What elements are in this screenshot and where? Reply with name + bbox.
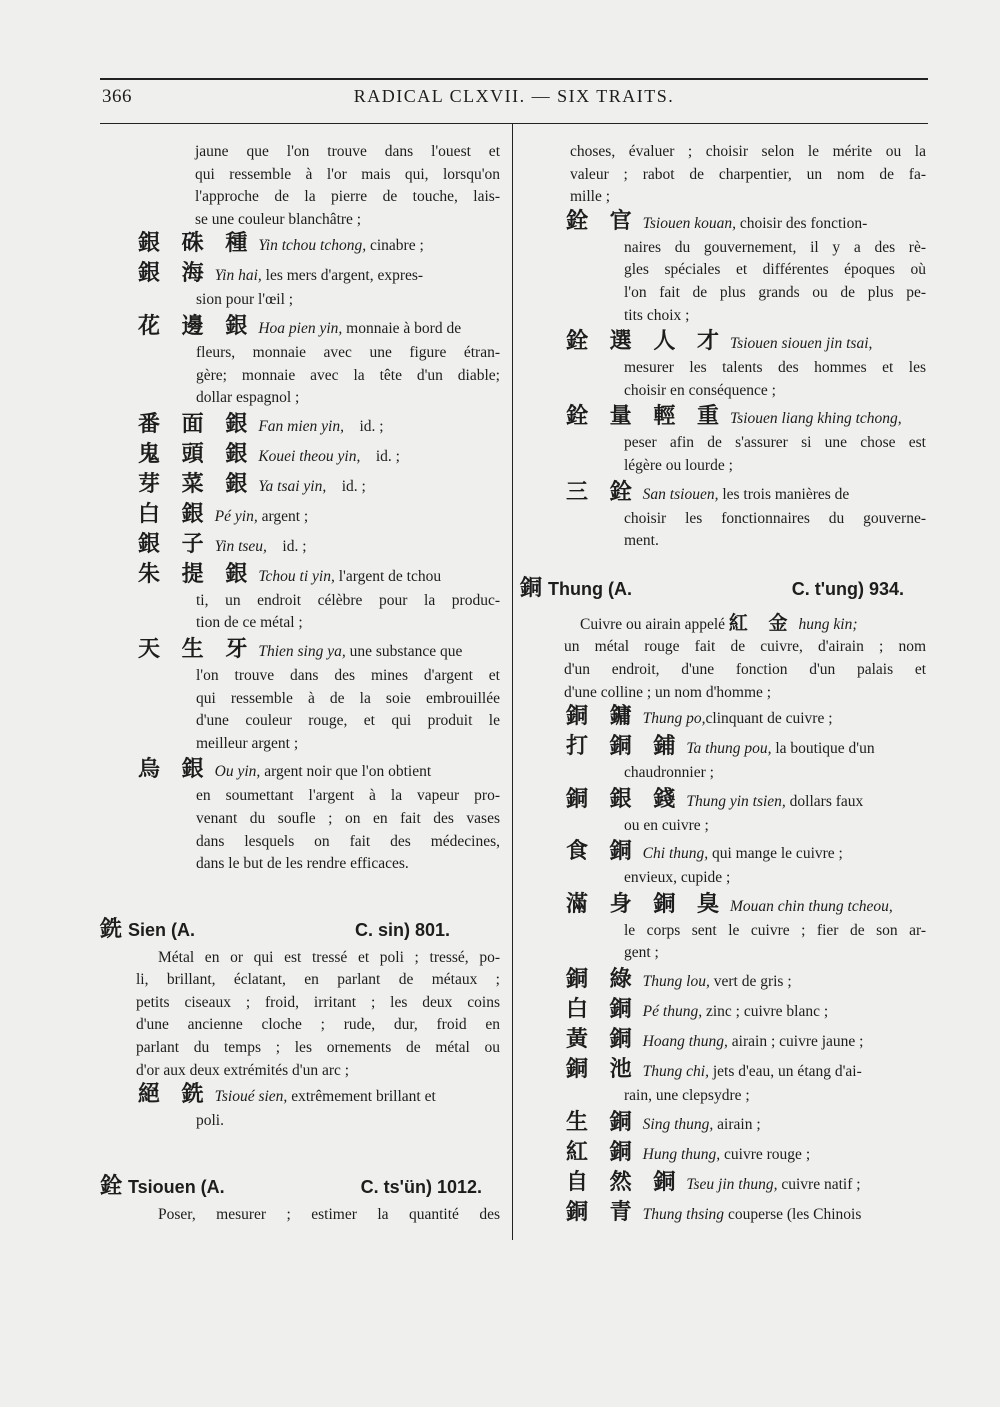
compound-entry (566, 1057, 926, 1110)
compound-characters: 滿 身 銅 臭 (566, 891, 726, 917)
header-top-rule (100, 78, 928, 80)
header-bottom-rule (100, 123, 928, 124)
definition-text: id. ; (344, 417, 384, 435)
compound-characters: 銅 池 (566, 1057, 639, 1083)
romanization: Ou yin, (214, 763, 261, 781)
compound-headline (138, 562, 500, 590)
compound-entry (566, 329, 926, 404)
text-line: dans lesquels on fait des médecines, (196, 832, 500, 850)
text-line: gent ; (624, 944, 659, 962)
compound-characters: 銅 綠 (566, 967, 639, 993)
compound-headline (566, 404, 926, 432)
compound-entry (138, 442, 500, 472)
compound-headline (138, 532, 500, 560)
compound-headline (138, 502, 500, 530)
text-line: choses, évaluer ; choisir selon le mérite ou la (570, 143, 926, 160)
entry-heading (520, 571, 926, 602)
text-line: un métal rouge fait de cuivre, d'airain ; nom (564, 638, 926, 656)
compound-entry (138, 532, 500, 562)
text-line: venant du soufle ; on en fait des vases (196, 809, 500, 827)
text-line: qui ressemble à de la soie embrouillée (196, 689, 500, 707)
compound-entry (566, 1110, 926, 1140)
compound-characters: 銀 海 (138, 261, 211, 287)
definition (158, 1204, 500, 1227)
running-title: RADICAL CLXVII. — SIX TRAITS. (353, 86, 675, 106)
compound-list (566, 704, 926, 1230)
compound-characters: 銓 選 人 才 (566, 329, 726, 355)
compound-characters: 芽 菜 銀 (138, 471, 255, 497)
romanization: Thung lou, (642, 973, 710, 991)
definition-text: clinquant de cuivre ; (705, 710, 833, 728)
definition-text: extrêmement brillant et (287, 1088, 436, 1106)
text-line: se une couleur blanchâtre ; (195, 210, 362, 228)
romanization: hung kin; (798, 615, 858, 633)
definition-text: airain ; (713, 1115, 761, 1133)
compound-headline (566, 787, 926, 815)
definition-text: une substance que (345, 642, 463, 660)
romanization: Thung chi, (642, 1063, 709, 1081)
romanization: Pé thung, (642, 1003, 703, 1021)
text-line: jaune que l'on trouve dans l'ouest et (195, 143, 500, 160)
definition-text: l'argent de tchou (334, 567, 442, 585)
compound-characters: 銀 子 (138, 531, 211, 557)
head-character: 銅 (520, 575, 543, 601)
text-line: l'on fait de plus grands ou de plus pe- (624, 283, 926, 301)
romanization: Ta thung pou, (686, 740, 772, 758)
compound-characters: 烏 銀 (138, 757, 211, 783)
text-line: Poser, mesurer ; estimer la quantité des (158, 1205, 500, 1223)
entry-heading (100, 912, 500, 943)
text-line (564, 612, 926, 637)
text-line: d'une ancienne cloche ; rude, dur, froid en (136, 1016, 500, 1034)
romanization: Hoa pien yin, (258, 319, 343, 337)
compound-headline (566, 1110, 926, 1138)
definition-text: id. ; (326, 477, 366, 495)
compound-characters: 銅 鏞 (566, 704, 639, 730)
compound-headline (138, 314, 500, 342)
romanization: Thung thsing (642, 1205, 725, 1223)
compound-characters: 自 然 銅 (566, 1169, 683, 1195)
definition-text: Cuivre ou airain appelé (580, 615, 729, 633)
romanization: Chi thung, (642, 845, 709, 863)
definition (136, 947, 500, 1083)
definition-text: couperse (les Chinois (724, 1205, 862, 1223)
head-character: 銓 (100, 1173, 123, 1199)
compound-entry (566, 734, 926, 787)
romanization: Thung po, (642, 710, 706, 728)
compound-characters: 黃 銅 (566, 1027, 639, 1053)
compound-entry (566, 404, 926, 479)
romanization: Tsiouen liang khing tchong, (729, 410, 902, 428)
compound-headline (566, 892, 926, 920)
definition-text: les mers d'argent, expres- (261, 267, 424, 285)
definition-text: choisir des fonction- (735, 214, 868, 232)
text-line: d'un endroit, d'une fonction d'un palais et (564, 660, 926, 678)
compound-characters: 紅 銅 (566, 1139, 639, 1165)
entry-heading (100, 1169, 500, 1200)
text-line: valeur ; rabot de charpentier, un nom de fa- (570, 165, 926, 183)
text-line: chaudronnier ; (624, 764, 714, 782)
compound-entry (566, 787, 926, 840)
compound-entry (566, 892, 926, 967)
compound-list (138, 231, 500, 877)
compound-characters: 食 銅 (566, 839, 639, 865)
compound-characters: 生 銅 (566, 1109, 639, 1135)
right-column (520, 141, 926, 1230)
column-divider (512, 124, 513, 1240)
romanization: Mouan chin thung tcheou, (729, 897, 893, 915)
text-line: dollar espagnol ; (196, 389, 300, 407)
compound-entry (566, 704, 926, 734)
text-line: d'une colline ; un nom d'homme ; (564, 683, 772, 701)
romanization: Hoang thung, (642, 1033, 728, 1051)
compound-entry (566, 209, 926, 329)
text-line: poli. (196, 1112, 224, 1130)
compound-headline (566, 1140, 926, 1168)
compound-list (138, 1082, 500, 1135)
compound-headline (138, 412, 500, 440)
compound-headline (566, 1027, 926, 1055)
compound-entry (566, 1140, 926, 1170)
romanization: Sing thung, (642, 1115, 714, 1133)
romanization: Tchou ti yin, (258, 567, 335, 585)
compound-headline (138, 442, 500, 470)
text-line: tion de ce métal ; (196, 614, 303, 632)
compound-characters: 白 銀 (138, 501, 211, 527)
compound-entry (566, 1027, 926, 1057)
text-line: tits choix ; (624, 306, 690, 324)
text-line: l'approche de la pierre de touche, lais- (195, 188, 500, 206)
romanization: Tsiouen siouen jin tsai, (729, 335, 873, 353)
text-line: mesurer les talents des hommes et les (624, 359, 926, 377)
compound-characters: 白 銅 (566, 997, 639, 1023)
text-line: gles spéciales et différentes époques où (624, 261, 926, 279)
head-character: 銑 (100, 916, 123, 942)
text-line: Métal en or qui est tressé et poli ; tressé, po- (158, 948, 500, 966)
compound-characters: 銅 銀 錢 (566, 786, 683, 812)
romanization: Pé yin, (214, 507, 258, 525)
definition-text: cuivre natif ; (777, 1175, 861, 1193)
text-line: choisir en conséquence ; (624, 381, 776, 399)
text-line: en soumettant l'argent à la vapeur pro- (196, 787, 500, 805)
left-column (100, 141, 500, 1226)
compound-characters: 花 邊 銀 (138, 313, 255, 339)
compound-entry (138, 314, 500, 412)
definition (564, 612, 926, 704)
compound-headline (566, 997, 926, 1025)
head-romanization: Thung (A. (548, 578, 632, 599)
text-line: ou en cuivre ; (624, 816, 709, 834)
romanization: Yin tchou tchong, (258, 237, 367, 255)
romanization: Tsiouen kouan, (642, 214, 736, 232)
compound-headline (566, 704, 926, 732)
compound-headline (566, 209, 926, 237)
entry-tsiouen (100, 1169, 500, 1227)
romanization: Kouei theou yin, (258, 447, 361, 465)
compound-characters: 銀 硃 種 (138, 231, 255, 257)
head-romanization: Tsiouen (A. (128, 1176, 225, 1197)
definition-text: cinabre ; (366, 237, 424, 255)
romanization: Fan mien yin, (258, 417, 344, 435)
definition-text: cuivre rouge ; (720, 1145, 811, 1163)
text-line: li, brillant, éclatant, en parlant de métaux ; (136, 971, 500, 989)
text-line: d'une couleur rouge, et qui produit le (196, 712, 500, 730)
page-header (100, 86, 928, 116)
compound-list (566, 209, 926, 555)
text-line: l'on trouve dans des mines d'argent et (196, 666, 500, 684)
compound-characters: 打 銅 鋪 (566, 734, 683, 760)
compound-entry (138, 562, 500, 637)
compound-characters: 天 生 牙 (138, 636, 255, 662)
romanization: Yin hai, (214, 267, 262, 285)
text-line: peser afin de s'assurer si une chose est (624, 434, 926, 452)
definition-text: qui mange le cuivre ; (708, 845, 843, 863)
compound-headline (566, 839, 926, 867)
compound-entry (138, 472, 500, 502)
compound-headline (138, 637, 500, 665)
compound-characters: 銓 量 輕 重 (566, 404, 726, 430)
text-line: parlant du temps ; les ornements de métal ou (136, 1039, 500, 1057)
text-line: d'or aux deux extrémités d'un arc ; (136, 1061, 350, 1079)
romanization: San tsiouen, (642, 485, 719, 503)
compound-headline (566, 967, 926, 995)
entry-sien (100, 912, 500, 1135)
compound-entry (138, 261, 500, 314)
compound-characters: 鬼 頭 銀 (138, 441, 255, 467)
romanization: Thung yin tsien, (686, 792, 786, 810)
compound-characters: 朱 提 銀 (138, 561, 255, 587)
compound-entry (566, 967, 926, 997)
page-number: 366 (102, 86, 132, 107)
compound-entry (566, 480, 926, 555)
romanization: Tseu jin thung, (686, 1175, 778, 1193)
text-line: gère; monnaie avec la tête d'un diable; (196, 366, 500, 384)
definition-text: jets d'eau, un étang d'ai- (708, 1063, 862, 1081)
compound-entry (138, 502, 500, 532)
compound-headline (566, 329, 926, 357)
entry-thung (520, 571, 926, 1230)
definition-text: monnaie à bord de (342, 319, 462, 337)
text-line: qui ressemble à l'or mais qui, lorsqu'on (195, 165, 500, 183)
text-line: envieux, cupide ; (624, 869, 731, 887)
text-line: rain, une clepsydre ; (624, 1087, 750, 1105)
text-line: mille ; (570, 188, 611, 206)
definition-text: dollars faux (785, 792, 864, 810)
definition-text: zinc ; cuivre blanc ; (702, 1003, 829, 1021)
compound-headline (566, 1170, 926, 1198)
head-reference: C. ts'ün) 1012. (360, 1176, 482, 1197)
definition-text: airain ; cuivre jaune ; (727, 1033, 864, 1051)
text-line: ti, un endroit célèbre pour la produc- (196, 591, 500, 609)
romanization: Hung thung, (642, 1145, 721, 1163)
compound-characters: 三 銓 (566, 479, 639, 505)
compound-entry (138, 412, 500, 442)
text-line: sion pour l'œil ; (196, 291, 294, 309)
compound-characters: 紅 金 (728, 611, 795, 634)
definition-text: vert de gris ; (709, 973, 792, 991)
compound-characters: 番 面 銀 (138, 411, 255, 437)
definition-text: les trois manières de (718, 485, 850, 503)
compound-entry (566, 1200, 926, 1230)
compound-headline (138, 261, 500, 289)
definition-text: id. ; (266, 537, 307, 555)
head-reference: C. sin) 801. (354, 919, 450, 940)
compound-entry (566, 839, 926, 892)
compound-headline (138, 472, 500, 500)
text-line: légère ou lourde ; (624, 456, 733, 474)
definition-text: id. ; (360, 447, 400, 465)
definition-text: argent noir que l'on obtient (260, 763, 432, 781)
romanization: Ya tsai yin, (258, 477, 327, 495)
head-reference: C. t'ung) 934. (791, 578, 904, 599)
compound-headline (566, 1057, 926, 1085)
text-line: dans le but de les rendre efficaces. (196, 855, 409, 873)
continuation-text (100, 141, 500, 231)
romanization: Tsioué sien, (214, 1088, 288, 1106)
compound-headline (138, 757, 500, 785)
definition-text: la boutique d'un (771, 740, 875, 758)
compound-entry (138, 757, 500, 877)
compound-characters: 絕 銑 (138, 1082, 211, 1108)
compound-headline (138, 231, 500, 259)
continuation-text (570, 141, 926, 209)
compound-characters: 銓 官 (566, 208, 639, 234)
compound-headline (566, 734, 926, 762)
compound-headline (138, 1082, 500, 1110)
compound-headline (566, 1200, 926, 1228)
text-line: petits ciseaux ; froid, irritant ; les deux coins (136, 993, 500, 1011)
text-line: ment. (624, 532, 659, 550)
compound-characters: 銅 青 (566, 1199, 639, 1225)
head-romanization: Sien (A. (128, 919, 196, 940)
romanization: Thien sing ya, (258, 642, 346, 660)
text-line: le corps sent le cuivre ; fier de son ar- (624, 921, 926, 939)
compound-entry (138, 1082, 500, 1135)
text-line: choisir les fonctionnaires du gouverne- (624, 509, 926, 527)
compound-entry (566, 997, 926, 1027)
text-line: meilleur argent ; (196, 734, 299, 752)
text-line: fleurs, monnaie avec une figure étran- (196, 343, 500, 361)
compound-entry (138, 231, 500, 261)
definition-text: argent ; (257, 507, 309, 525)
compound-entry (566, 1170, 926, 1200)
text-line: naires du gouvernement, il y a des rè- (624, 238, 926, 256)
romanization: Yin tseu, (214, 537, 267, 555)
compound-headline (566, 480, 926, 508)
compound-entry (138, 637, 500, 757)
